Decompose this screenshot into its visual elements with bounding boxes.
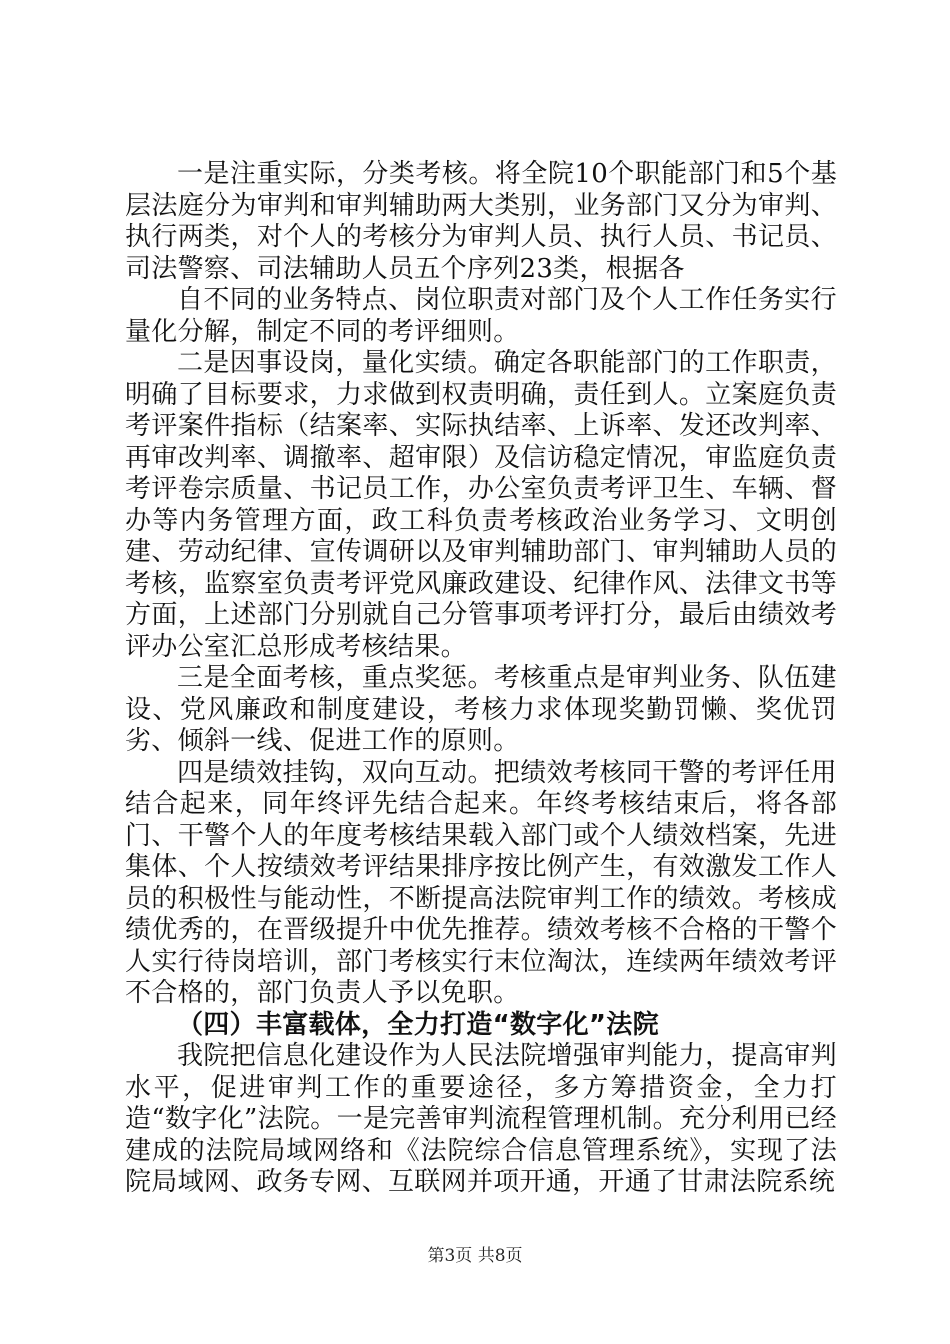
page-number-footer: 第3页 共8页 <box>427 1246 523 1266</box>
paragraph-4: 三是全面考核，重点奖惩。考核重点是审判业务、队伍建设、党风廉政和制度建设，考核力求体现奖勤罚懒、奖优罚劣、倾斜一线、促进工作的原则。 <box>125 663 837 756</box>
paragraph-6: 我院把信息化建设作为人民法院增强审判能力，提高审判水平，促进审判工作的重要途径，多方筹措资金，全力打造“数字化”法院。一是完善审判流程管理机制。充分利用已经建成的法院局域网络和《法院综合信息管理系统》，实现了法院局域网、政务专网、互联网并项开通，开通了甘肃法院系统 <box>125 1041 837 1197</box>
paragraph-1: 一是注重实际，分类考核。将全院10个职能部门和5个基层法庭分为审判和审判辅助两大类别，业务部门又分为审判、执行两类，对个人的考核分为审判人员、执行人员、书记员、司法警察、司法辅助人员五个序列23类，根据各 <box>125 159 837 284</box>
paragraph-5: 四是绩效挂钩，双向互动。把绩效考核同干警的考评任用结合起来，同年终评先结合起来。年终考核结束后，将各部门、干警个人的年度考核结果载入部门或个人绩效档案，先进集体、个人按绩效考评结果排序按比例产生，有效激发工作人员的积极性与能动性，不断提高法院审判工作的绩效。考核成绩优秀的，在晋级提升中优先推荐。绩效考核不合格的干警个人实行待岗培训，部门考核实行末位淘汰，连续两年绩效考评不合格的，部门负责人予以免职。 <box>125 757 837 1008</box>
paragraph-3: 二是因事设岗，量化实绩。确定各职能部门的工作职责，明确了目标要求，力求做到权责明确，责任到人。立案庭负责考评案件指标（结案率、实际执结率、上诉率、发还改判率、再审改判率、调撤率、超审限）及信访稳定情况，审监庭负责考评卷宗质量、书记员工作，办公室负责考评卫生、车辆、督办等内务管理方面，政工科负责考核政治业务学习、文明创建、劳动纪律、宣传调研以及审判辅助部门、审判辅助人员的考核，监察室负责考评党风廉政建设、纪律作风、法律文书等方面，上述部门分别就自己分管事项考评打分，最后由绩效考评办公室汇总形成考核结果。 <box>125 348 837 662</box>
section-heading: （四）丰富载体，全力打造“数字化”法院 <box>177 1009 659 1040</box>
document-body <box>125 159 837 1199</box>
paragraph-2: 自不同的业务特点、岗位职责对部门及个人工作任务实行量化分解，制定不同的考评细则。 <box>125 285 837 347</box>
